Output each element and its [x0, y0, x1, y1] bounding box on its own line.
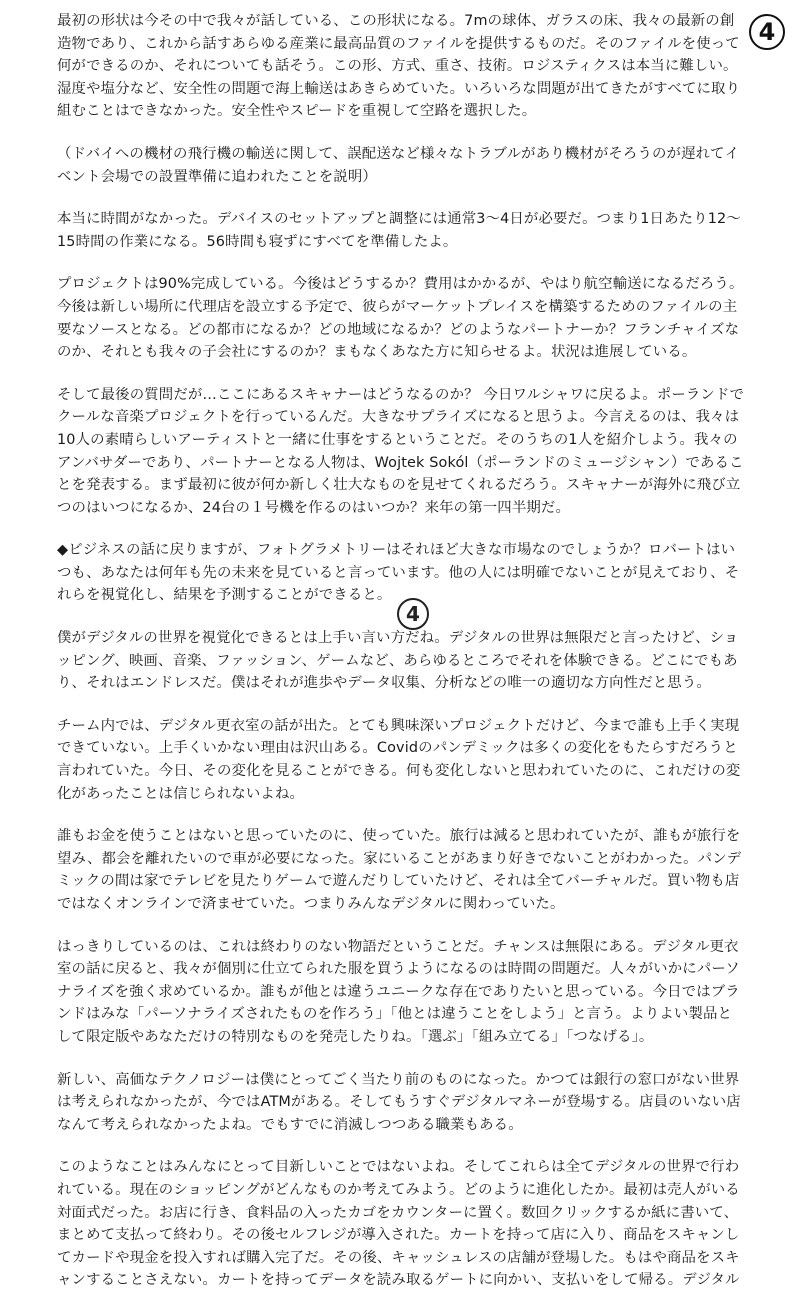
paragraph-5: そして最後の質問だが…ここにあるスキャナーはどうなるのか？ 今日ワルシャワに戻るよ。ポーランドでクールな音楽プロジェクトを行っているんだ。大きなサプライズになると思うよ。今言えるのは、我々は10人の素晴らしいアーティストと一緒に仕事をするということだ。そのうちの1人を紹介しよう。我々のアンバサダーであり、パートナーとなる人物は、Wojtek Sokól（ポーランドのミュージシャン）であることを発表する。まず最初に彼が何か新しく壮大なものを見せてくれるだろう。スキャナーが海外に飛び立つのはいつになるか、24台の１号機を作るのはいつか？来年の第一四半期だ。 — [57, 386, 745, 516]
paragraph-9: 誰もお金を使うことはないと思っていたのに、使っていた。旅行は減ると思われていたが、誰もが旅行を望み、都会を離れたいので車が必要になった。家にいることがあまり好きでないことがわかった。パンデミックの間は家でテレビを見たりゲームで遊んだりしていたけど、それは全てバーチャルだ。買い物も店ではなくオンラインで済ませていた。つまりみんなデジタルに関わっていた。 — [57, 828, 742, 912]
paragraph-7: 僕がデジタルの世界を視覚化できるとは上手い言い方だね。デジタルの世界は無限だと言ったけど、ショッピング、映画、音楽、ファッション、ゲームなど、あらゆるところでそれを体験できる。どこにでもあり、それはエンドレスだ。僕はそれが進歩やデータ収集、分析などの唯一の適切な方向性だと思う。 — [57, 630, 739, 692]
paragraph-11: 新しい、高価なテクノロジーは僕にとってごく当たり前のものになった。かつては銀行の窓口がない世界は考えられなかったが、今ではATMがある。そしてもうすぐデジタルマネーが登場する。店員のいない店なんて考えられなかったよね。でもすでに消滅しつつある職業もある。 — [57, 1071, 741, 1133]
page-number-mark: 4 — [749, 14, 785, 50]
document-body — [57, 10, 745, 1312]
paragraph-2: （ドバイへの機材の飛行機の輸送に関して、誤配送など様々なトラブルがあり機材がそろうのが遅れてイベント会場での設置準備に追われたことを説明） — [57, 145, 740, 185]
paragraph-3: 本当に時間がなかった。デバイスのセットアップと調整には通常3〜4日が必要だ。つまり1日あたり12〜15時間の作業になる。56時間も寝ずにすべてを準備したよ。 — [57, 211, 741, 250]
paragraph-12: このようなことはみんなにとって目新しいことではないよね。そしてこれらは全てデジタルの世界で行われている。現在のショッピングがどんなものか考えてみよう。どのように進化したか。最初は売人がいる対面式だった。お店に行き、食料品の入ったカゴをカウンターに置く。数回クリックするか紙に書いて、まとめて支払って終わり。その後セルフレジが導入された。カートを持って店に入り、商品をスキャンしてカードや現金を投入すれば購入完了だ。その後、キャッシュレスの店舗が登場した。もはや商品をスキャンすることさえない。カートを持ってデータを読み取るゲートに向かい、支払いをして帰る。デジタル — [57, 1159, 740, 1289]
paragraph-4: プロジェクトは90%完成している。今後はどうするか？費用はかかるが、やはり航空輸送になるだろう。今後は新しい場所に代理店を設立する予定で、彼らがマーケットプレイスを構築するためのファイルの主要なソースとなる。どの都市になるか？どの地域になるか？どのようなパートナーか？フランチャイズなのか、それとも我々の子会社にするのか？まもなくあなた方に知らせるよ。状況は進展している。 — [57, 276, 744, 361]
paragraph-10: はっきりしているのは、これは終わりのない物語だということだ。チャンスは無限にある。デジタル更衣室の話に戻ると、我々が個別に仕立てられた服を買うようになるのは時間の問題だ。人々がいかにパーソナライズを強く求めているか。誰もが他とは違うユニークな存在でありたいと思っている。今日ではブランドはみな「パーソナライズされたものを作ろう」「他とは違うことをしよう」と言う。よりよい製品として限定版やあなただけの特別なものを発売したりね。「選ぶ」「組み立てる」「つなげる」。 — [57, 938, 740, 1045]
paragraph-6: ◆ビジネスの話に戻りますが、フォトグラメトリーはそれほど大きな市場なのでしょうか？ロバートはいつも、あなたは何年も先の未来を見ていると言っています。他の人には明確でないことが見えており、それらを視覚化し、結果を予測することができると。 — [57, 542, 740, 604]
watermark-number-mark: 4 — [397, 598, 429, 630]
paragraph-8: チーム内では、デジタル更衣室の話が出た。とても興味深いプロジェクトだけど、今まで誰も上手く実現できていない。上手くいかない理由は沢山ある。Covidのパンデミックは多くの変化をもたらすだろうと言われていた。今日、その変化を見ることができる。何も変化しないと思われていたのに、これだけの変化があったことは信じられないよね。 — [57, 717, 741, 802]
paragraph-1: 最初の形状は今その中で我々が話している、この形状になる。7mの球体、ガラスの床、我々の最新の創造物であり、これから話すあらゆる産業に最高品質のファイルを提供するものだ。そのファイルを使って何ができるのか、それについても話そう。この形、方式、重さ、技術。ロジスティクスは本当に難しい。湿度や塩分など、安全性の問題で海上輸送はあきらめていた。いろいろな問題が出てきたがすべてに取り組むことはできなかった。安全性やスピードを重視して空路を選択した。 — [57, 13, 741, 120]
